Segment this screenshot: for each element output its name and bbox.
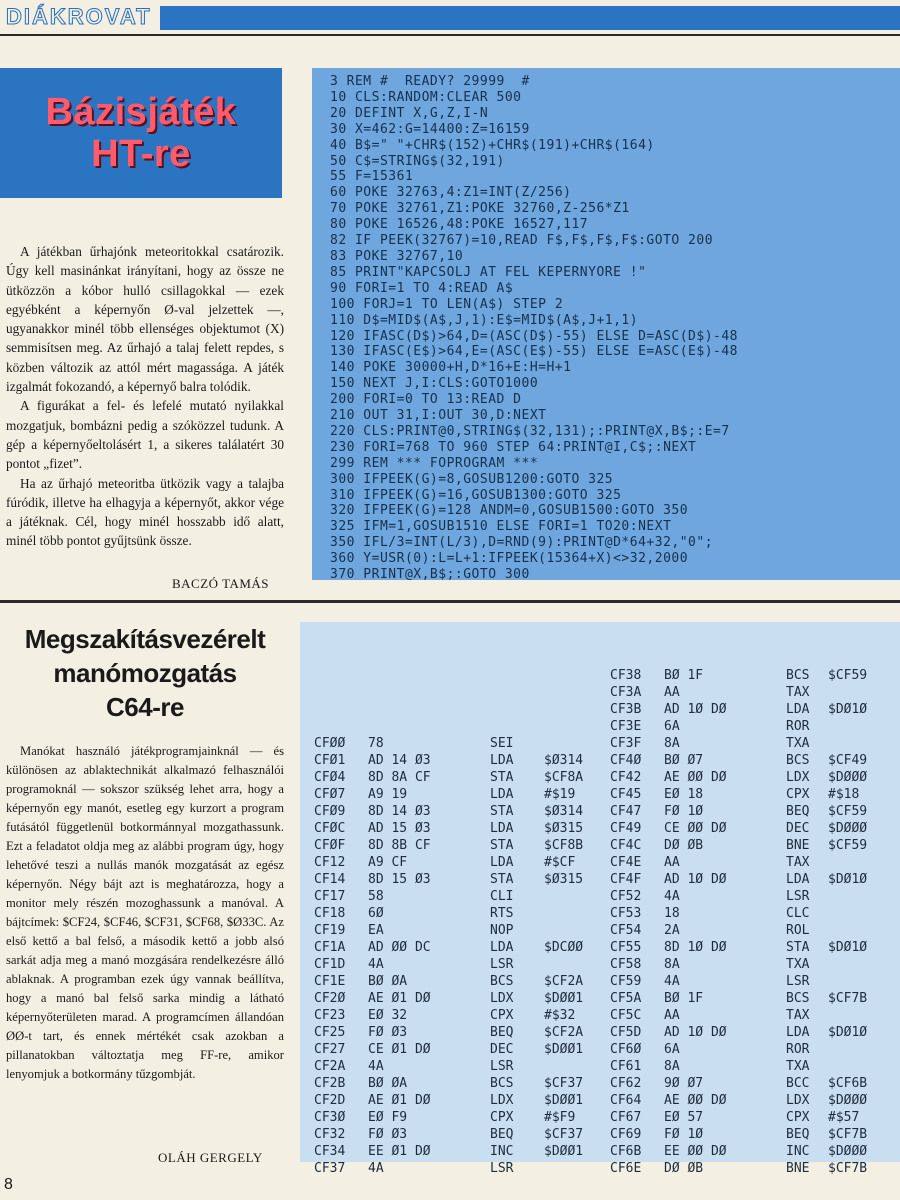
article1-title-line: Bázisjáték bbox=[45, 91, 237, 133]
asm-address: CF1D bbox=[314, 957, 346, 972]
asm-operand: $DØ1Ø bbox=[828, 1025, 868, 1040]
asm-address: CF3Ø bbox=[314, 1110, 346, 1125]
code-line: 350 IFL/3=INT(L/3),D=RND(9):PRINT@D*64+32,"0"; bbox=[330, 535, 714, 551]
asm-mnemonic: BCS bbox=[490, 1076, 514, 1091]
asm-mnemonic: BCS bbox=[490, 974, 514, 989]
code-line: 20 DEFINT X,G,Z,I-N bbox=[330, 105, 489, 121]
asm-bytes: CE ØØ DØ bbox=[664, 821, 727, 836]
page-number: 8 bbox=[4, 1176, 13, 1193]
asm-mnemonic: CLI bbox=[490, 889, 514, 904]
asm-bytes: FØ Ø3 bbox=[368, 1127, 408, 1142]
code-line: 3 REM # READY? 29999 # bbox=[330, 74, 530, 89]
asm-operand: $Ø314 bbox=[544, 804, 584, 819]
asm-address: CF59 bbox=[610, 974, 642, 989]
article1-paragraph: A játékban űrhajónk meteoritokkal csatározik. Úgy kell masinánkat irányítani, hogy az össze ne ütközzön a kóbor hulló csillagokkal — ezek egyébként a képernyőn Ø-val jelzettek —, ugyanakkor minél több ellenséges objektumot (X) semmisítsen meg. Az űrhajó a talaj felett repdes, s közben változik az attól mért magassága. A játék izgalmát fokozandó, a képernyő balra tolódik. bbox=[6, 244, 284, 395]
asm-operand: #$57 bbox=[828, 1110, 860, 1125]
code-line: 80 POKE 16526,48:POKE 16527,117 bbox=[330, 217, 589, 233]
asm-operand: $CF6B bbox=[828, 1076, 868, 1091]
asm-mnemonic: BCS bbox=[786, 753, 810, 768]
asm-bytes: 8D 14 Ø3 bbox=[368, 804, 431, 819]
article1-title-line: HT-re bbox=[91, 133, 191, 175]
asm-row bbox=[300, 719, 900, 736]
asm-operand: $CF2A bbox=[544, 974, 584, 989]
asm-bytes: AD 15 Ø3 bbox=[368, 821, 431, 836]
code-line: 90 FORI=1 TO 4:READ A$ bbox=[330, 280, 514, 296]
asm-mnemonic: STA bbox=[490, 838, 514, 853]
asm-address: CF32 bbox=[314, 1127, 346, 1142]
asm-row bbox=[300, 736, 900, 753]
asm-operand: #$CF bbox=[544, 855, 576, 870]
asm-mnemonic: STA bbox=[786, 940, 810, 955]
asm-bytes: A9 CF bbox=[368, 855, 408, 870]
asm-address: CF54 bbox=[610, 923, 642, 938]
asm-row bbox=[300, 923, 900, 940]
asm-row bbox=[300, 1025, 900, 1042]
article1-author: BACZÓ TAMÁS bbox=[172, 576, 270, 591]
asm-mnemonic: TAX bbox=[786, 685, 810, 700]
code-line: 82 IF PEEK(32767)=10,READ F$,F$,F$,F$:GOTO 200 bbox=[330, 233, 714, 249]
asm-bytes: AE Ø1 DØ bbox=[368, 991, 431, 1006]
asm-mnemonic: BCS bbox=[786, 991, 810, 1006]
asm-bytes: FØ 1Ø bbox=[664, 804, 704, 819]
asm-operand: $CF7B bbox=[828, 991, 868, 1006]
asm-address: CF42 bbox=[610, 770, 642, 785]
asm-bytes: 8D 15 Ø3 bbox=[368, 872, 431, 887]
asm-mnemonic: CLC bbox=[786, 906, 810, 921]
asm-address: CFØ4 bbox=[314, 770, 346, 785]
article2-body bbox=[6, 742, 284, 1084]
asm-row bbox=[300, 974, 900, 991]
asm-operand: $CF59 bbox=[828, 838, 868, 853]
asm-address: CF69 bbox=[610, 1127, 642, 1142]
asm-operand: $CF49 bbox=[828, 753, 868, 768]
asm-mnemonic: LSR bbox=[786, 889, 810, 904]
code-line: 40 B$=" "+CHR$(152)+CHR$(191)+CHR$(164) bbox=[330, 137, 655, 153]
asm-mnemonic: CPX bbox=[490, 1110, 514, 1125]
asm-bytes: AD ØØ DC bbox=[368, 940, 431, 955]
asm-mnemonic: LSR bbox=[786, 974, 810, 989]
asm-row bbox=[300, 1042, 900, 1059]
asm-address: CF38 bbox=[610, 668, 642, 683]
asm-operand: $CF37 bbox=[544, 1076, 584, 1091]
asm-bytes: DØ ØB bbox=[664, 1161, 704, 1176]
article1-paragraph: A figurákat a fel- és lefelé mutató nyilakkal mozgatjuk, bombázni pedig a szóközzel tudunk. A gép a képernyőeltolásért 1, a sikeres találatért 30 pontot „fizet”. bbox=[6, 398, 284, 472]
asm-mnemonic: LDA bbox=[786, 872, 810, 887]
asm-operand: $CF7B bbox=[828, 1161, 868, 1176]
code-line: 100 FORJ=1 TO LEN(A$) STEP 2 bbox=[330, 296, 564, 312]
code-line: 360 Y=USR(0):L=L+1:IFPEEK(15364+X)<>32,2000 bbox=[330, 551, 689, 567]
asm-operand: $Ø314 bbox=[544, 753, 584, 768]
asm-bytes: FØ Ø3 bbox=[368, 1025, 408, 1040]
asm-row bbox=[300, 753, 900, 770]
asm-mnemonic: TXA bbox=[786, 1059, 810, 1074]
code-line: 150 NEXT J,I:CLS:GOTO1000 bbox=[330, 376, 539, 392]
article-divider bbox=[0, 600, 900, 603]
code-line: 50 C$=STRING$(32,191) bbox=[330, 153, 505, 169]
asm-mnemonic: ROL bbox=[786, 923, 810, 938]
asm-operand: #$19 bbox=[544, 787, 576, 802]
asm-bytes: 4A bbox=[368, 1161, 384, 1176]
code-line: 85 PRINT"KAPCSOLJ AT FEL KEPERNYORE !" bbox=[330, 264, 647, 280]
asm-bytes: AD 1Ø DØ bbox=[664, 872, 727, 887]
code-line: 299 REM *** FOPROGRAM *** bbox=[330, 455, 539, 471]
asm-address: CF6E bbox=[610, 1161, 642, 1176]
asm-address: CF64 bbox=[610, 1093, 642, 1108]
asm-bytes: EA bbox=[368, 923, 384, 938]
asm-mnemonic: BCC bbox=[786, 1076, 810, 1091]
asm-mnemonic: TAX bbox=[786, 855, 810, 870]
asm-operand: $DØØ1 bbox=[544, 1093, 584, 1108]
asm-mnemonic: CPX bbox=[490, 1008, 514, 1023]
asm-address: CF27 bbox=[314, 1042, 346, 1057]
asm-operand: $CF7B bbox=[828, 1127, 868, 1142]
asm-bytes: 8D 8A CF bbox=[368, 770, 431, 785]
asm-mnemonic: LSR bbox=[490, 1161, 514, 1176]
code-line: 320 IFPEEK(G)=128 ANDM=0,GOSUB1500:GOTO 350 bbox=[330, 503, 689, 519]
asm-address: CF5C bbox=[610, 1008, 642, 1023]
code-line: 220 CLS:PRINT@0,STRING$(32,131);:PRINT@X,B$;:E=7 bbox=[330, 423, 730, 439]
asm-address: CFØØ bbox=[314, 736, 346, 751]
asm-bytes: 8A bbox=[664, 736, 680, 751]
code-line: 30 X=462:G=14400:Z=16159 bbox=[330, 121, 530, 137]
asm-address: CFØ1 bbox=[314, 753, 346, 768]
asm-address: CF49 bbox=[610, 821, 642, 836]
asm-row bbox=[300, 1144, 900, 1161]
asm-address: CF6B bbox=[610, 1144, 642, 1159]
code-line: 370 PRINT@X,B$;:GOTO 300 bbox=[330, 567, 530, 583]
asm-bytes: BØ ØA bbox=[368, 974, 408, 989]
code-line: 83 POKE 32767,10 bbox=[330, 248, 464, 264]
asm-mnemonic: LDA bbox=[786, 702, 810, 717]
asm-address: CF25 bbox=[314, 1025, 346, 1040]
asm-bytes: A9 19 bbox=[368, 787, 408, 802]
asm-address: CF5D bbox=[610, 1025, 642, 1040]
asm-mnemonic: NOP bbox=[490, 923, 514, 938]
article1-title-box bbox=[0, 68, 282, 198]
asm-address: CF3B bbox=[610, 702, 642, 717]
asm-row bbox=[300, 838, 900, 855]
asm-address: CF47 bbox=[610, 804, 642, 819]
asm-mnemonic: ROR bbox=[786, 719, 810, 734]
asm-operand: $CF8B bbox=[544, 838, 584, 853]
asm-bytes: BØ ØA bbox=[368, 1076, 408, 1091]
asm-mnemonic: LSR bbox=[490, 1059, 514, 1074]
asm-mnemonic: BEQ bbox=[786, 804, 810, 819]
asm-operand: $Ø315 bbox=[544, 872, 584, 887]
asm-row bbox=[300, 1161, 900, 1178]
asm-mnemonic: BCS bbox=[786, 668, 810, 683]
asm-mnemonic: LDA bbox=[490, 787, 514, 802]
asm-address: CF14 bbox=[314, 872, 346, 887]
asm-operand: #$18 bbox=[828, 787, 860, 802]
asm-bytes: AD 1Ø DØ bbox=[664, 1025, 727, 1040]
asm-address: CF3A bbox=[610, 685, 642, 700]
asm-mnemonic: LSR bbox=[490, 957, 514, 972]
article2-title-line: C64-re bbox=[106, 692, 184, 722]
asm-mnemonic: TAX bbox=[786, 1008, 810, 1023]
asm-mnemonic: BNE bbox=[786, 1161, 810, 1176]
asm-row bbox=[300, 872, 900, 889]
asm-bytes: BØ Ø7 bbox=[664, 753, 704, 768]
asm-bytes: 8A bbox=[664, 1059, 680, 1074]
asm-operand: $DØØ1 bbox=[544, 1042, 584, 1057]
asm-bytes: 8A bbox=[664, 957, 680, 972]
asm-bytes: BØ 1F bbox=[664, 668, 704, 683]
asm-row bbox=[300, 889, 900, 906]
asm-mnemonic: LDA bbox=[490, 821, 514, 836]
asm-bytes: 9Ø Ø7 bbox=[664, 1076, 704, 1091]
asm-mnemonic: INC bbox=[490, 1144, 514, 1159]
asm-operand: $CF37 bbox=[544, 1127, 584, 1142]
asm-row bbox=[300, 1127, 900, 1144]
asm-address: CF2D bbox=[314, 1093, 346, 1108]
asm-address: CF37 bbox=[314, 1161, 346, 1176]
asm-bytes: 58 bbox=[368, 889, 384, 904]
asm-address: CF45 bbox=[610, 787, 642, 802]
asm-mnemonic: LDX bbox=[786, 1093, 810, 1108]
asm-address: CF12 bbox=[314, 855, 346, 870]
asm-address: CF2A bbox=[314, 1059, 346, 1074]
code-line: 210 OUT 31,I:OUT 30,D:NEXT bbox=[330, 408, 547, 424]
asm-bytes: AE ØØ DØ bbox=[664, 1093, 727, 1108]
asm-operand: $DØØ1 bbox=[544, 991, 584, 1006]
asm-bytes: 4A bbox=[664, 974, 680, 989]
asm-mnemonic: RTS bbox=[490, 906, 514, 921]
asm-mnemonic: LDX bbox=[490, 1093, 514, 1108]
asm-address: CF1E bbox=[314, 974, 346, 989]
asm-operand: $DØØØ bbox=[828, 1093, 868, 1108]
asm-address: CF4Ø bbox=[610, 753, 642, 768]
asm-operand: $Ø315 bbox=[544, 821, 584, 836]
article2-title-line: manómozgatás bbox=[53, 658, 237, 688]
code-line: 55 F=15361 bbox=[330, 169, 414, 185]
asm-operand: $DØØØ bbox=[828, 821, 868, 836]
article2-paragraph: Manókat használó játékprogramjainknál — és különösen az ablaktechnikát alkalmazó felhasználói programoknál — sokszor szükség lehet arra, hogy a képernyőn egy manót, esetleg egy kurzort a program futásától függetlenül botkormánnyal mozgathassunk. Ezt a feladatot oldja meg az alábbi program úgy, hogy lehetővé teszi a nullás manók mozgatását az egész képernyőn. Négy bájt azt is meghatározza, hogy a monitor mely részén mozoghassunk a manóval. A bájtcímek: $CF24, $CF46, $CF31, $CF68, $Ø33C. Az első kettő a bal felső, a második kettő a jobb alsó sarkát adja meg a manó mozgására rendelkezésre álló ablaknak. A programban ezek úgy vannak beállítva, hogy a manó bal felső sarka mindig a látható képernyőterületen marad. A programcímen állandóan ØØ-t tart, és ennek mértékét csak azokban a pillanatokban változtatja meg FF-re, amikor lenyomjuk a botkormány tűzgombját. bbox=[6, 744, 284, 1081]
asm-mnemonic: LDA bbox=[490, 753, 514, 768]
asm-bytes: EE Ø1 DØ bbox=[368, 1144, 431, 1159]
asm-operand: #$32 bbox=[544, 1008, 576, 1023]
basic-listing bbox=[312, 68, 900, 583]
asm-row bbox=[300, 804, 900, 821]
asm-operand: $CF8A bbox=[544, 770, 584, 785]
asm-address: CF2Ø bbox=[314, 991, 346, 1006]
asm-row bbox=[300, 906, 900, 923]
asm-bytes: AA bbox=[664, 855, 680, 870]
asm-bytes: 6Ø bbox=[368, 906, 384, 921]
asm-operand: $DØØØ bbox=[828, 770, 868, 785]
asm-bytes: 78 bbox=[368, 736, 384, 751]
asm-operand: $CF59 bbox=[828, 804, 868, 819]
asm-bytes: AD 1Ø DØ bbox=[664, 702, 727, 717]
asm-bytes: CE Ø1 DØ bbox=[368, 1042, 431, 1057]
asm-row bbox=[300, 991, 900, 1008]
asm-operand: $DØ1Ø bbox=[828, 702, 868, 717]
code-line: 200 FORI=0 TO 13:READ D bbox=[330, 392, 522, 408]
asm-address: CF23 bbox=[314, 1008, 346, 1023]
asm-operand: $DØ1Ø bbox=[828, 940, 868, 955]
code-line: 10 CLS:RANDOM:CLEAR 500 bbox=[330, 89, 522, 105]
asm-row bbox=[300, 770, 900, 787]
article2-author: OLÁH GERGELY bbox=[158, 1150, 263, 1165]
code-line: 230 FORI=768 TO 960 STEP 64:PRINT@I,C$;:NEXT bbox=[330, 439, 697, 455]
asm-row bbox=[300, 787, 900, 804]
asm-operand: $DØØØ bbox=[828, 1144, 868, 1159]
asm-address: CF5A bbox=[610, 991, 642, 1006]
asm-mnemonic: STA bbox=[490, 872, 514, 887]
code-line: 110 D$=MID$(A$,J,1):E$=MID$(A$,J+1,1) bbox=[330, 312, 639, 328]
asm-address: CF62 bbox=[610, 1076, 642, 1091]
code-line: 300 IFPEEK(G)=8,GOSUB1200:GOTO 325 bbox=[330, 471, 614, 487]
asm-mnemonic: LDA bbox=[786, 1025, 810, 1040]
asm-address: CF61 bbox=[610, 1059, 642, 1074]
asm-bytes: AA bbox=[664, 1008, 680, 1023]
asm-row bbox=[300, 855, 900, 872]
asm-row bbox=[300, 1059, 900, 1076]
code-line: 120 IFASC(D$)>64,D=(ASC(D$)-55) ELSE D=ASC(D$)-48 bbox=[330, 328, 739, 344]
asm-address: CF55 bbox=[610, 940, 642, 955]
asm-address: CF19 bbox=[314, 923, 346, 938]
asm-address: CF3F bbox=[610, 736, 642, 751]
code-line: 130 IFASC(E$)>64,E=(ASC(E$)-55) ELSE E=ASC(E$)-48 bbox=[330, 344, 739, 360]
asm-address: CF17 bbox=[314, 889, 346, 904]
asm-address: CF53 bbox=[610, 906, 642, 921]
asm-row bbox=[300, 821, 900, 838]
asm-operand: $DØ1Ø bbox=[828, 872, 868, 887]
asm-address: CF58 bbox=[610, 957, 642, 972]
section-header bbox=[0, 0, 900, 38]
asm-mnemonic: LDX bbox=[490, 991, 514, 1006]
asm-mnemonic: STA bbox=[490, 804, 514, 819]
article2-title-line: Megszakításvezérelt bbox=[24, 624, 266, 654]
asm-operand: #$F9 bbox=[544, 1110, 576, 1125]
asm-bytes: 4A bbox=[368, 957, 384, 972]
asm-mnemonic: DEC bbox=[786, 821, 810, 836]
asm-address: CF34 bbox=[314, 1144, 346, 1159]
asm-address: CF2B bbox=[314, 1076, 346, 1091]
asm-row bbox=[300, 668, 900, 685]
article1-body bbox=[6, 242, 284, 551]
asm-mnemonic: STA bbox=[490, 770, 514, 785]
asm-operand: $CF59 bbox=[828, 668, 868, 683]
asm-bytes: 4A bbox=[368, 1059, 384, 1074]
asm-bytes: 8D 8B CF bbox=[368, 838, 431, 853]
asm-bytes: AE ØØ DØ bbox=[664, 770, 727, 785]
asm-operand: $CF2A bbox=[544, 1025, 584, 1040]
asm-row bbox=[300, 1076, 900, 1093]
asm-bytes: 18 bbox=[664, 906, 680, 921]
asm-address: CF4C bbox=[610, 838, 642, 853]
asm-bytes: AD 14 Ø3 bbox=[368, 753, 431, 768]
code-line: 310 IFPEEK(G)=16,GOSUB1300:GOTO 325 bbox=[330, 487, 622, 503]
asm-address: CF18 bbox=[314, 906, 346, 921]
asm-address: CF4E bbox=[610, 855, 642, 870]
asm-bytes: BØ 1F bbox=[664, 991, 704, 1006]
asm-mnemonic: CPX bbox=[786, 787, 810, 802]
asm-bytes: DØ ØB bbox=[664, 838, 704, 853]
asm-mnemonic: DEC bbox=[490, 1042, 514, 1057]
code-line: 60 POKE 32763,4:Z1=INT(Z/256) bbox=[330, 185, 572, 201]
asm-mnemonic: LDA bbox=[490, 855, 514, 870]
asm-address: CF52 bbox=[610, 889, 642, 904]
asm-address: CFØ9 bbox=[314, 804, 346, 819]
asm-bytes: 2A bbox=[664, 923, 680, 938]
asm-row bbox=[300, 685, 900, 702]
header-rule bbox=[0, 34, 900, 36]
asm-mnemonic: INC bbox=[786, 1144, 810, 1159]
asm-mnemonic: TXA bbox=[786, 957, 810, 972]
asm-row bbox=[300, 1110, 900, 1127]
asm-bytes: EØ 57 bbox=[664, 1110, 704, 1125]
asm-bytes: 6A bbox=[664, 719, 680, 734]
asm-operand: $DØØ1 bbox=[544, 1144, 584, 1159]
header-bar bbox=[160, 6, 900, 30]
asm-bytes: FØ 1Ø bbox=[664, 1127, 704, 1142]
asm-mnemonic: BEQ bbox=[786, 1127, 810, 1142]
code-line: 140 POKE 30000+H,D*16+E:H=H+1 bbox=[330, 360, 572, 376]
asm-bytes: 8D 1Ø DØ bbox=[664, 940, 727, 955]
asm-address: CFØF bbox=[314, 838, 346, 853]
asm-mnemonic: ROR bbox=[786, 1042, 810, 1057]
asm-address: CF67 bbox=[610, 1110, 642, 1125]
section-label: DIÁKROVAT bbox=[6, 4, 152, 29]
asm-mnemonic: BNE bbox=[786, 838, 810, 853]
asm-mnemonic: BEQ bbox=[490, 1025, 514, 1040]
asm-mnemonic: SEI bbox=[490, 736, 514, 751]
asm-row bbox=[300, 702, 900, 719]
asm-mnemonic: TXA bbox=[786, 736, 810, 751]
article1-paragraph: Ha az űrhajó meteoritba ütközik vagy a talajba fúródik, illetve ha elhagyja a képernyőt, akkor vége a játéknak. Cél, hogy minél hosszabb idő alatt, minél több pontot gyűjtsünk össze. bbox=[6, 475, 284, 549]
asm-row bbox=[300, 957, 900, 974]
asm-bytes: 4A bbox=[664, 889, 680, 904]
asm-address: CF1A bbox=[314, 940, 346, 955]
asm-mnemonic: CPX bbox=[786, 1110, 810, 1125]
asm-bytes: AE Ø1 DØ bbox=[368, 1093, 431, 1108]
code-line: 70 POKE 32761,Z1:POKE 32760,Z-256*Z1 bbox=[330, 201, 630, 217]
asm-bytes: AA bbox=[664, 685, 680, 700]
asm-mnemonic: LDX bbox=[786, 770, 810, 785]
asm-bytes: EE ØØ DØ bbox=[664, 1144, 727, 1159]
asm-bytes: EØ 18 bbox=[664, 787, 704, 802]
asm-bytes: EØ 32 bbox=[368, 1008, 408, 1023]
asm-bytes: 6A bbox=[664, 1042, 680, 1057]
code-line: 325 IFM=1,GOSUB1510 ELSE FORI=1 TO20:NEXT bbox=[330, 519, 672, 535]
asm-address: CF4F bbox=[610, 872, 642, 887]
asm-bytes: EØ F9 bbox=[368, 1110, 408, 1125]
asm-row bbox=[300, 940, 900, 957]
asm-address: CFØC bbox=[314, 821, 346, 836]
asm-mnemonic: BEQ bbox=[490, 1127, 514, 1142]
asm-address: CF6Ø bbox=[610, 1042, 642, 1057]
article2-title bbox=[0, 622, 290, 724]
asm-row bbox=[300, 1008, 900, 1025]
asm-address: CFØ7 bbox=[314, 787, 346, 802]
assembly-listing bbox=[300, 622, 900, 1176]
asm-row bbox=[300, 1093, 900, 1110]
asm-mnemonic: LDA bbox=[490, 940, 514, 955]
asm-address: CF3E bbox=[610, 719, 642, 734]
asm-operand: $DCØØ bbox=[544, 940, 584, 955]
